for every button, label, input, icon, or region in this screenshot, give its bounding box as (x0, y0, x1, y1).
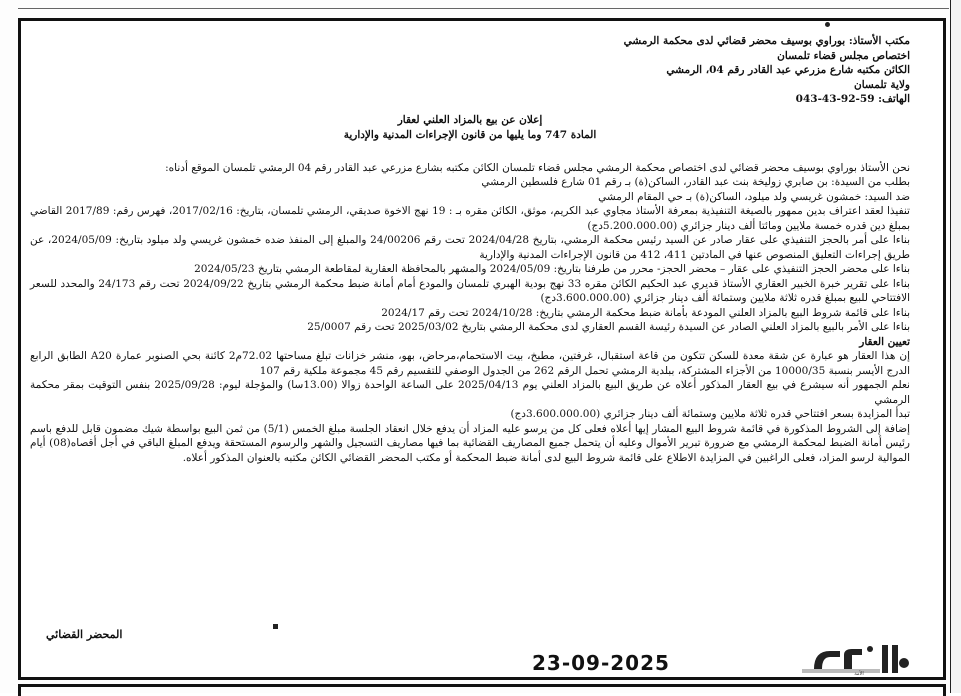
next-notice-frame (18, 684, 946, 696)
header-jurisdiction: اختصاص مجلس قضاء تلمسان (777, 49, 910, 62)
paragraph-intro: نحن الأستاذ بوراوي بوسيف محضر قضائي لدى اختصاص محكمة الرمشي مجلس قضاء تلمسان الكائن مكتبه بشارع مزرعي عبد القادر رقم 04 الرمشي تلمسان الموقع أدناه: (165, 161, 910, 174)
paragraph-order: بناءا على أمر بالحجز التنفيذي على عقار صادر عن السيد رئيس محكمة الرمشي، بتاريخ 2024/04/28 تحت رقم 24/00206 والمبلغ إلى المنفذ ضده خمشون غريسي ولد ميلود بتاريخ: 2024/05/09، عن طريق إجراءات التعليق المنصوص عنها في المادتين 411، 412 من قانون الإجراءات المدنية والإدارية (30, 234, 910, 261)
notice-title (30, 113, 910, 143)
paragraph-requester: بطلب من السيدة: بن صابري زوليخة بنت عبد القادر، الساكن(ة) بـ رقم 01 شارع فلسطين الرمشي (481, 176, 910, 188)
header-office: مكتب الأستاذ: بوراوي بوسيف محضر قضائي لدى محكمة الرمشي (623, 35, 910, 47)
header-address: الكائن مكتبه شارع مزرعي عبد القادر رقم 04، الرمشي (666, 64, 910, 76)
title-main: إعلان عن بيع بالمزاد العلني لعقار (397, 113, 543, 126)
paragraph-auction-date: نعلم الجمهور أنه سيشرع في بيع العقار المذكور أعلاه عن طريق البيع بالمزاد العلني يوم 2025/04/13 على الساعة الواحدة زوالا (13.00سا) والمؤجلة ليوم: 2025/09/28 بنفس التوقيت بمقر محكمة الرمشي (30, 379, 910, 406)
paragraph-payment-terms: إضافة إلى الشروط المذكورة في قائمة شروط البيع المشار إيها أعلاه فعلى كل من يرسو عليه المزاد أن يدفع خلال انعقاد الجلسة مبلغ الخمس (5/1) من ثمن البيع بواسطة شيك مضمون قابل للدفع باسم رئيس أمانة الضبط لمحكمة الرمشي مع ضرورة تبرير الأموال وعليه أن يتحمل جميع المصاريف القضائية بما فيها مصاريف التسجيل والشهر والرسوم المستحقة ويدفع المبلغ الباقي في أجل أقصاه(08) أيام الموالية لرسو المزاد، فعلى الراغبين في المزايدة الاطلاع على قائمة شروط البيع لدى أمانة ضبط المحكمة أو مكتب المحضر القضائي الكائن مكتبه بالعنوان المذكور أعلاه. (30, 422, 910, 464)
paragraph-conditions: بناءا على قائمة شروط البيع بالمزاد العلني المودعة بأمانة ضبط محكمة الرمشي بتاريخ: 2024/10/28 تحت رقم 2024/17 (381, 306, 910, 319)
top-rule (18, 8, 949, 9)
spacer (30, 143, 910, 161)
publication-date: 23-09-2025 (532, 651, 670, 675)
paragraph-against: ضد السيد: خمشون غريسي ولد ميلود، الساكن(ة) بـ حي المقام الرمشي (598, 190, 910, 203)
paragraph-seizure: بناءا على محضر الحجز التنفيذي على عقار – محضر الحجز- محرر من طرفنا بتاريخ: 2024/05/09 والمشهر بالمحافظة العقارية لمقاطعة الرمشي بتاريخ 2024/05/23 (194, 263, 910, 275)
newspaper-logo (800, 641, 918, 677)
header-province: ولاية تلمسان (853, 78, 910, 91)
paragraph-property: إن هذا العقار هو عبارة عن شقة معدة للسكن تتكون من قاعة استقبال، غرفتين، مطبخ، بيت الاستحمام،مرحاض، بهو، منشر خزانات تبلغ مساحتها 72.02م2 كائنة بحي الصنوبر عمارة A20 الطابق الرابع الدرج الأيسر بنسبة 10000/35 من الأجزاء المشتركة، ببلدية الرمشي تحمل الرقم 262 من الجدول الوصفي للتقسيم رقم 45 مجموعة ملكية رقم 107 (30, 350, 910, 377)
svg-text:الأمة: الأمة (854, 671, 864, 677)
title-article: المادة 747 وما يليها من قانون الإجراءات المدنية والإدارية (343, 128, 597, 141)
paragraph-expertise: بناءا على تقرير خبرة الخبير العقاري الأستاذ قديري عبد الحكيم الكائن مقره 33 نهج بودية الهبري تلمسان والمودع أمام أمانة ضبط محكمة الرمشي بتاريخ 2024/09/22 تحت رقم 24/173 والمحدد للسعر الافتتاحي للبيع بمبلغ قدره ثلاثة ملايين وستمائة ألف دينار جزائري (3.600.000.00دج) (30, 277, 910, 304)
ink-dot (825, 22, 830, 27)
notice-content (30, 34, 910, 644)
paragraph-sale-order: بناءا على الأمر بالبيع بالمزاد العلني الصادر عن السيدة رئيسة القسم العقاري لدى محكمة الرمشي بتاريخ 2025/03/02 تحت رقم 25/0007 (307, 321, 910, 333)
ink-dot (273, 624, 278, 629)
signature-label: المحضر القضائي (46, 628, 123, 641)
paragraph-execution: تنفيذا لعقد اعتراف بدين ممهور بالصيغة التنفيذية بمعرفة الأستاذ مجاوي عبد الكريم، موثق، الكائن مقره بـ : 19 نهج الاخوة صديقي، الرمشي تلمسان، بتاريخ: 2017/02/16، فهرس رقم: 2017/89 القاضي بمبلغ دين قدره خمسة ملايين ومائتا ألف دينار جزائري (5.200.000.00دج) (30, 205, 910, 232)
adjacent-column-edge (950, 0, 961, 693)
header-phone: الهاتف: 59-92-43-043 (795, 93, 910, 105)
paragraph-opening-price: تبدأ المزايدة بسعر افتتاحي قدره ثلاثة ملايين وستمائة ألف دينار جزائري (3.600.000.00دج) (510, 408, 910, 420)
section-property-heading: تعيين العقار (859, 335, 910, 348)
